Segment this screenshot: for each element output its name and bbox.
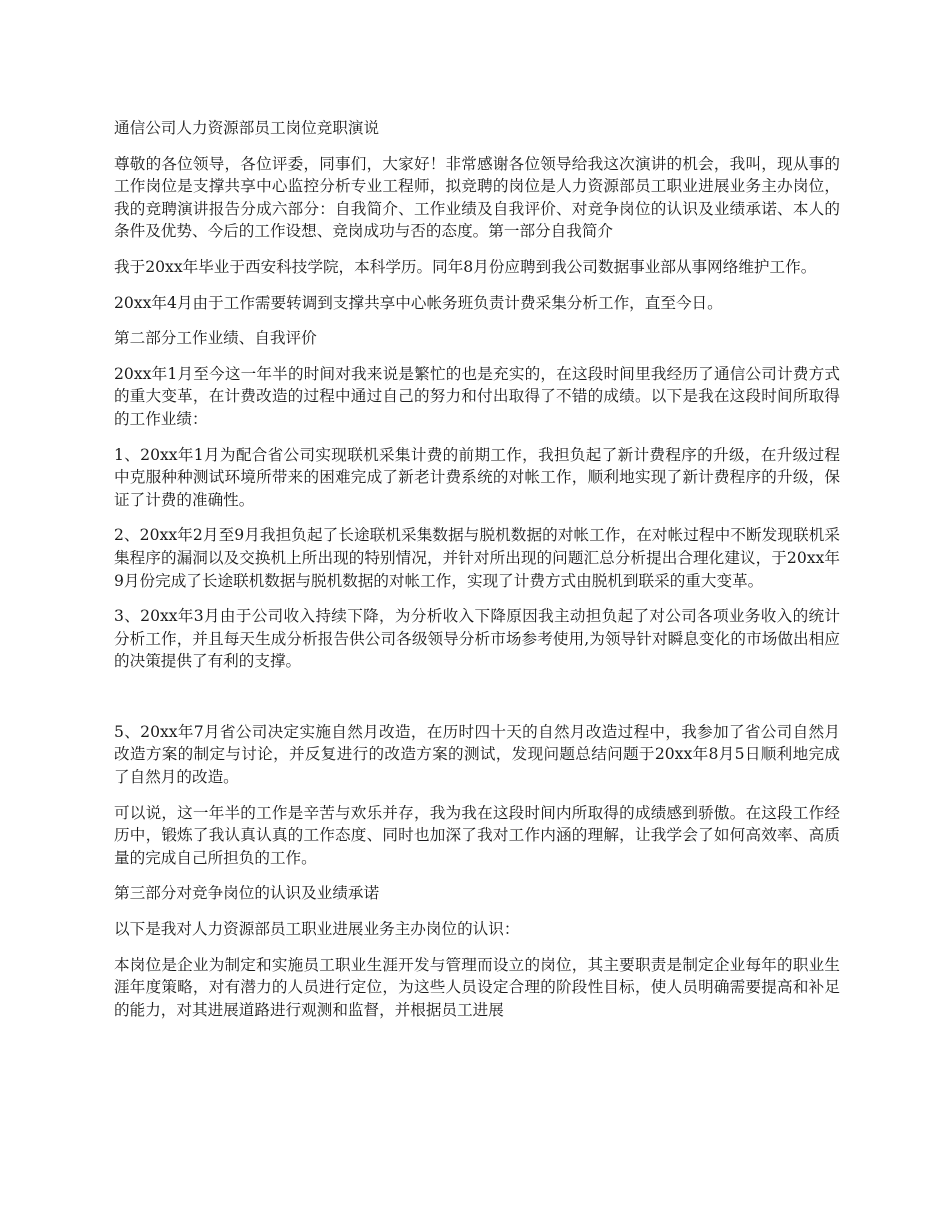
document-title: 通信公司人力资源部员工岗位竞职演说 [114, 119, 380, 137]
section-2-heading: 第二部分工作业绩、自我评价 [114, 329, 317, 348]
bio-paragraph-2: 20xx年4月由于工作需要转调到支撑共享中心帐务班负责计费采集分析工作，直至今日。 [114, 293, 723, 312]
achievement-item-1: 1、20xx年1月为配合省公司实现联机采集计费的前期工作，我担负起了新计费程序的升级，在升级过程中克服种种测试环境所带来的困难完成了新老计费系统的对帐工作，顺利地实现了新计费程序的升级，保证了计费的准确性。 [114, 445, 840, 509]
document-page [114, 117, 840, 1034]
section-3-heading: 第三部分对竞争岗位的认识及业绩承诺 [114, 884, 380, 903]
summary-paragraph: 可以说，这一年半的工作是辛苦与欢乐并存，我为我在这段时间内所取得的成绩感到骄傲。在这段工作经历中，锻炼了我认真认真的工作态度、同时也加深了我对工作内涵的理解，让我学会了如何高效率、高质量的完成自己所担负的工作。 [114, 803, 840, 867]
intro-paragraph: 尊敬的各位领导，各位评委，同事们，大家好！非常感谢各位领导给我这次演讲的机会，我叫，现从事的工作岗位是支撑共享中心监控分析专业工程师，拟竞聘的岗位是人力资源部员工职业进展业务主办岗位，我的竞聘演讲报告分成六部分：自我简介、工作业绩及自我评价、对竞争岗位的认识及业绩承诺、本人的条件及优势、今后的工作设想、竞岗成功与否的态度。第一部分自我简介 [114, 154, 840, 241]
achievement-item-5: 5、20xx年7月省公司决定实施自然月改造，在历时四十天的自然月改造过程中，我参加了省公司自然月改造方案的制定与讨论，并反复进行的改造方案的测试，发现问题总结问题于20xx年8月5日顺利地完成了自然月的改造。 [114, 722, 840, 787]
achievement-item-3: 3、20xx年3月由于公司收入持续下降，为分析收入下降原因我主动担负起了对公司各项业务收入的统计分析工作，并且每天生成分析报告供公司各级领导分析市场参考使用,为领导针对瞬息变化的市场做出相应的决策提供了有利的支撑。 [114, 607, 840, 671]
section-2-intro: 20xx年1月至今这一年半的时间对我来说是繁忙的也是充实的，在这段时间里我经历了通信公司计费方式的重大变革，在计费改造的过程中通过自己的努力和付出取得了不错的成绩。以下是我在这段时间所取得的工作业绩： [114, 364, 840, 428]
section-3-body: 本岗位是企业为制定和实施员工职业生涯开发与管理而设立的岗位，其主要职责是制定企业每年的职业生涯年度策略，对有潜力的人员进行定位，为这些人员设定合理的阶段性目标，使人员明确需要提高和补足的能力，对其进展道路进行观测和监督，并根据员工进展 [114, 955, 840, 1019]
achievement-item-2: 2、20xx年2月至9月我担负起了长途联机采集数据与脱机数据的对帐工作，在对帐过程中不断发现联机采集程序的漏洞以及交换机上所出现的特别情况，并针对所出现的问题汇总分析提出合理化建议，于20xx年9月份完成了长途联机数据与脱机数据的对帐工作，实现了计费方式由脱机到联采的重大变革。 [114, 526, 840, 590]
blank-gap [114, 686, 840, 721]
section-3-intro: 以下是我对人力资源部员工职业进展业务主办岗位的认识： [114, 920, 520, 939]
bio-paragraph-1: 我于20xx年毕业于西安科技学院，本科学历。同年8月份应聘到我公司数据事业部从事网络维护工作。 [114, 257, 817, 276]
